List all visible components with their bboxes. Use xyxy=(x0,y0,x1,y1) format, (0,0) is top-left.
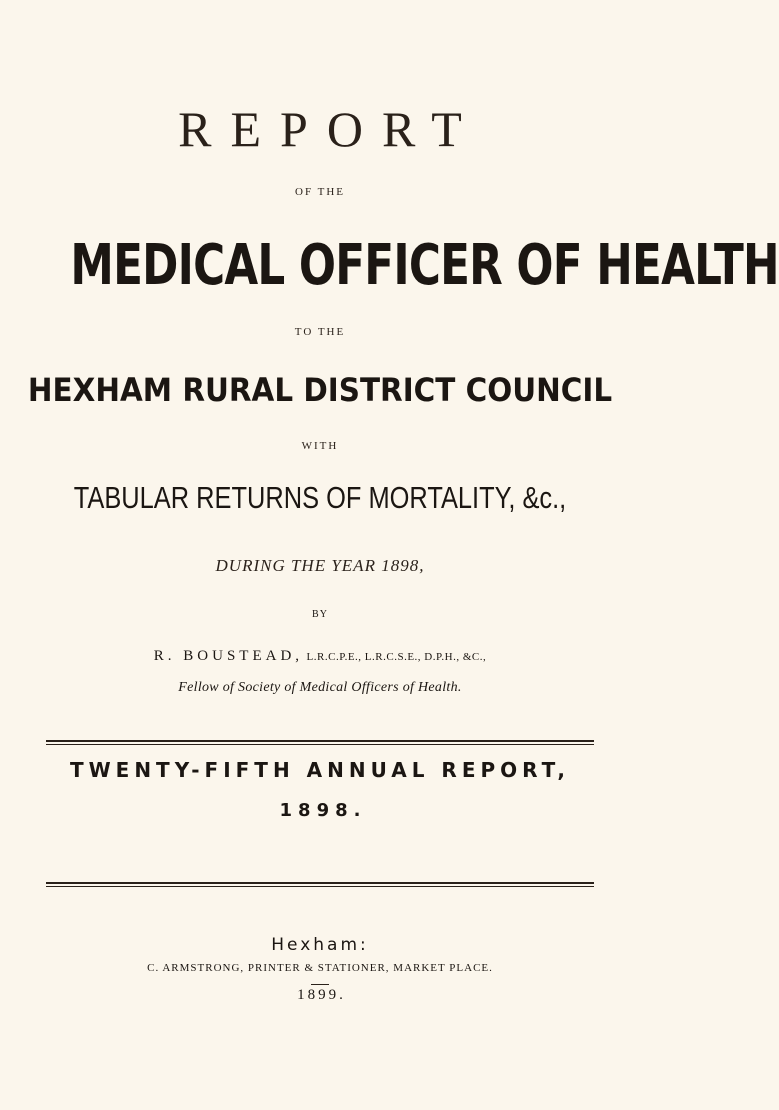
during-year-line: DURING THE YEAR 1898, xyxy=(215,556,425,575)
by-label: BY xyxy=(312,609,328,620)
annual-report-heading: TWENTY-FIFTH ANNUAL REPORT, xyxy=(69,758,571,782)
divider-bottom-2 xyxy=(46,886,594,887)
of-the-label: OF THE xyxy=(295,186,345,198)
to-the-label: TO THE xyxy=(294,326,346,338)
author-qualifications: L.R.C.P.E., L.R.C.S.E., D.P.H., &C., xyxy=(306,651,487,663)
with-label: WITH xyxy=(301,440,339,452)
author-name: R. BOUSTEAD, xyxy=(153,648,304,664)
author-line xyxy=(0,648,640,665)
report-year: 1898. xyxy=(279,800,367,821)
place-name: Hexham: xyxy=(271,935,369,955)
divider-bottom-1 xyxy=(46,882,594,884)
short-divider xyxy=(311,984,329,985)
divider-top-1 xyxy=(46,740,594,742)
printer-line: C. ARMSTRONG, PRINTER & STATIONER, MARKET PLACE. xyxy=(147,962,493,974)
council-name: HEXHAM RURAL DISTRICT COUNCIL xyxy=(27,371,613,409)
report-title: REPORT xyxy=(178,101,481,157)
publication-year: 1899. xyxy=(297,987,346,1003)
main-title: MEDICAL OFFICER OF HEALTH xyxy=(70,233,779,298)
fellowship-line: Fellow of Society of Medical Officers of Health. xyxy=(178,680,462,695)
divider-top-2 xyxy=(46,744,594,745)
tabular-returns-heading: TABULAR RETURNS OF MORTALITY, &c., xyxy=(73,480,567,515)
